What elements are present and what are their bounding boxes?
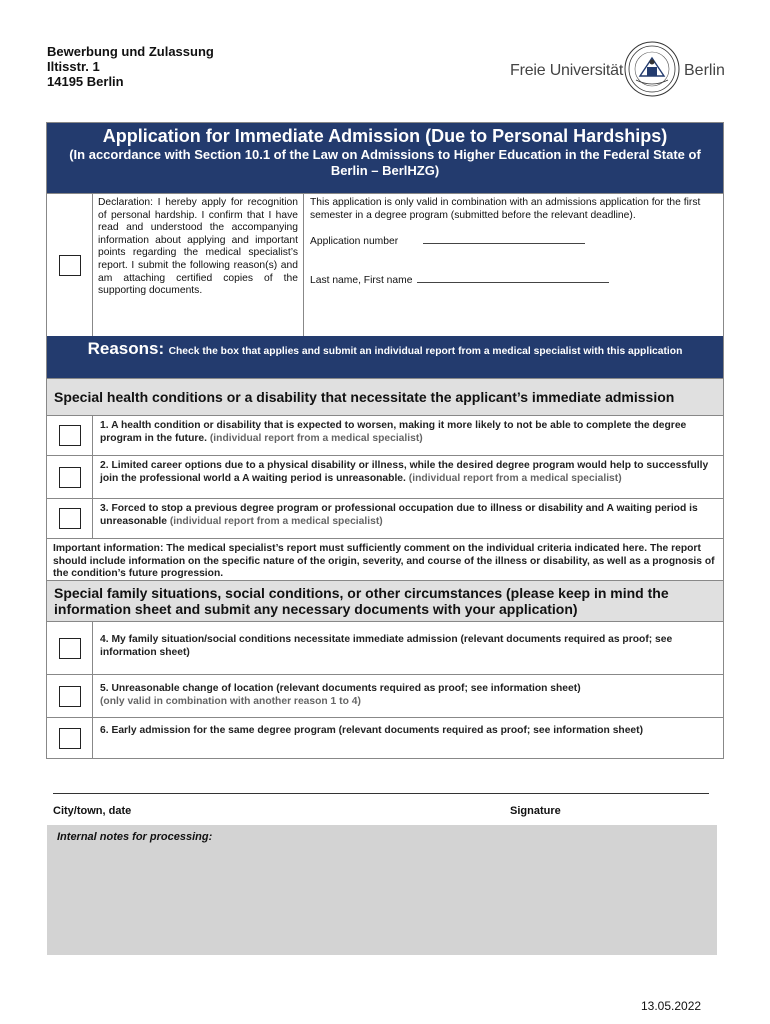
reason-row [47,674,723,717]
reason-6-text [93,718,723,758]
reason-5-text [93,675,723,717]
footer-date: 13.05.2022 [641,999,702,1013]
reason-row [47,455,723,498]
reason-3-text [93,499,723,538]
reason-3-note: (individual report from a medical specialist) [169,515,383,527]
logo-text-right: Berlin [684,62,725,79]
university-logo [510,40,725,98]
signature-line [53,793,709,794]
section-health-heading: Special health conditions or a disability that necessitate the applicant’s immediate admission [47,378,723,415]
reason-1-text [93,416,723,455]
important-information: Important information: The medical specialist’s report must sufficiently comment on the individual criteria indicated here. The report should include information on the specific nature of the origin, severity, and course of the illness or disability, as well as a prognosis of the condition’s future progression. [47,538,723,580]
reasons-title: Reasons: [87,339,165,358]
application-number-label: Application number [310,236,399,248]
internal-notes-label: Internal notes for processing: [57,831,213,843]
name-field[interactable] [310,274,717,288]
reason-4-text [93,622,723,674]
reason-checkbox-cell [47,416,93,455]
application-info [304,194,723,336]
reason-row [47,415,723,455]
reason-row [47,498,723,538]
reason-5-note: (only valid in combination with another reason 1 to 4) [100,695,361,707]
declaration-row [47,193,723,336]
reason-5-checkbox[interactable] [59,686,81,707]
sender-address [47,44,214,89]
name-label: Last name, First name [310,274,413,286]
declaration-checkbox[interactable] [59,255,81,276]
reason-row [47,717,723,758]
reason-3-label: 3. Forced to stop a previous degree program or professional occupation due to illness or disability and A waiting period is unreasonable [100,503,698,527]
reason-row [47,621,723,674]
application-number-field[interactable] [310,235,717,249]
application-number-input[interactable] [423,235,585,244]
reason-6-checkbox[interactable] [59,728,81,749]
form-header [47,123,723,193]
form-subtitle: (In accordance with Section 10.1 of the Law on Admissions to Higher Education in the Federal State of Berlin – BerlHZG) [69,147,701,178]
reason-3-checkbox[interactable] [59,508,81,529]
reason-1-checkbox[interactable] [59,425,81,446]
section-family-heading: Special family situations, social conditions, or other circumstances (please keep in mind the information sheet and submit any necessary documents with your application) [47,580,723,621]
declaration-text: Declaration: I hereby apply for recognition of personal hardship. I confirm that I have read and understood the accompanying information about applying and important points regarding the medical specialist’s report. I submit the following reason(s) and am attaching certified copies of the supporting documents. [93,194,304,336]
address-line-1: Bewerbung und Zulassung [47,44,214,59]
reason-2-note: (individual report from a medical specialist) [408,472,622,484]
reason-2-text [93,456,723,498]
reason-1-label: 1. A health condition or disability that is expected to worsen, making it more likely to not be able to complete the degree program in the future. [100,420,687,444]
reason-checkbox-cell [47,718,93,758]
city-date-label: City/town, date [53,805,132,817]
reason-checkbox-cell [47,622,93,674]
reasons-instruction: Check the box that applies and submit an individual report from a medical specialist with this application [168,346,683,357]
address-line-3: 14195 Berlin [47,74,124,89]
form-title: Application for Immediate Admission (Due to Personal Hardships) [102,126,668,146]
reason-2-label: 2. Limited career options due to a physical disability or illness, while the desired degree program would help to successfully join the professional world a A waiting period is unreasonable. [100,460,709,484]
reason-2-checkbox[interactable] [59,467,81,488]
reason-5-label: 5. Unreasonable change of location (relevant documents required as proof; see information sheet) [100,683,581,694]
reason-checkbox-cell [47,456,93,498]
university-seal-icon [622,40,682,98]
reason-checkbox-cell [47,675,93,717]
name-input[interactable] [417,274,609,283]
reason-1-note: (individual report from a medical specialist) [209,432,423,444]
internal-notes-box[interactable] [47,825,717,955]
logo-text-left: Freie Universität [510,62,624,79]
validity-note: This application is only valid in combination with an admissions application for the first semester in a degree program (submitted before the relevant deadline). [310,197,701,221]
application-form [46,122,724,759]
declaration-checkbox-cell [47,194,93,336]
reason-4-checkbox[interactable] [59,638,81,659]
reasons-header [47,336,723,378]
reason-6-label: 6. Early admission for the same degree program (relevant documents required as proof; see information sheet) [100,725,644,736]
reason-checkbox-cell [47,499,93,538]
address-line-2: Iltisstr. 1 [47,59,100,74]
signature-label: Signature [510,805,561,817]
reason-4-label: 4. My family situation/social conditions necessitate immediate admission (relevant documents required as proof; see information sheet) [100,634,673,658]
